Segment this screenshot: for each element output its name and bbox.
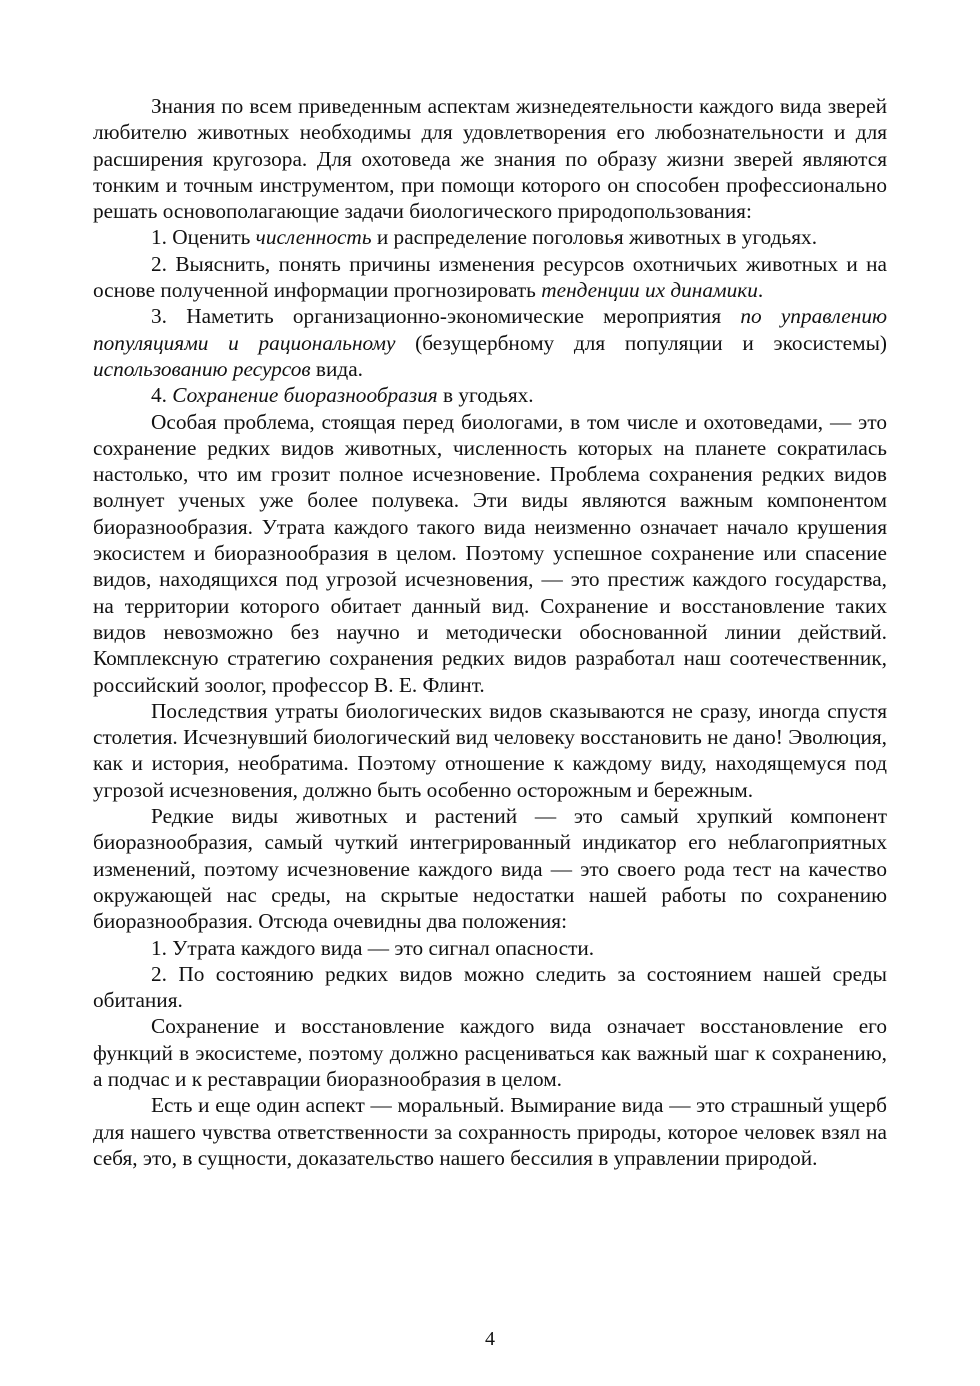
page-number: 4 — [485, 1328, 495, 1350]
emphasis: по управлению популяциями и рациональному — [93, 304, 887, 355]
task-item-1: 1. Оценить численность и распределение поголовья животных в угодьях. — [151, 225, 818, 250]
emphasis: тенденции их динамики — [541, 278, 758, 303]
page-body — [93, 93, 887, 1171]
rare-species-paragraph: Особая проблема, стоящая перед биологами, в том числе и охотоведами, — это сохранение редких видов животных, численность которых на планете сократилась настолько, что им грозит полное исчезновение. Проблема сохранения редких видов волнует ученых уже более полувека. Эти виды являются важным компонентом биоразнообразия. Утрата каждого такого вида неизменно означает начало крушения экосистем и биоразнообразия в целом. Поэтому успешное сохранение или спасение видов, находящихся под угрозой исчезновения, — это престиж каждого государства, на территории которого обитает данный вид. Сохранение и восстановление таких видов невозможно без научно и методически обоснованной линии действий. Комплексную стратегию сохранения редких видов разработал наш соотечественник, российский зоолог, профессор В. Е. Флинт. — [93, 409, 887, 697]
restoration-paragraph: Сохранение и восстановление каждого вида означает восстановление его функций в экосистеме, поэтому должно расцениваться как важный шаг к сохранению, а подчас и к реставрации биоразнообразия в целом. — [93, 1014, 887, 1091]
intro-paragraph: Знания по всем приведенным аспектам жизнедеятельности каждого вида зверей любителю животных необходимы для удовлетворения его любознательности и для расширения кругозора. Для охотоведа же знания по образу жизни зверей являются тонким и точным инструментом, при помощи которого он способен профессионально решать основополагающие задачи биологического природопользования: — [93, 94, 887, 224]
position-item-1: 1. Утрата каждого вида — это сигнал опасности. — [151, 935, 595, 960]
position-item-2: 2. По состоянию редких видов можно следить за состоянием нашей среды обитания. — [93, 961, 887, 1013]
emphasis: Сохранение биоразнообразия — [172, 383, 438, 408]
task-item-3: 3. Наметить организационно-экономические мероприятия по управлению популяциями и рациональному (безущербному для популяции и экосистемы) использованию ресурсов вида. — [93, 304, 887, 381]
moral-aspect-paragraph: Есть и еще один аспект — моральный. Вымирание вида — это страшный ущерб для нашего чувства ответственности за сохранность природы, которое человек взял на себя, это, в сущности, доказательство нашего бессилия в управлении природой. — [93, 1093, 887, 1170]
task-item-4: 4. Сохранение биоразнообразия в угодьях. — [151, 383, 534, 408]
emphasis: численность — [255, 225, 372, 250]
indicator-paragraph: Редкие виды животных и растений — это самый хрупкий компонент биоразнообразия, самый чуткий интегрированный индикатор его неблагоприятных изменений, поэтому исчезновение каждого вида — это своего рода тест на качество окружающей нас среды, на скрытые недостатки нашей работы по сохранению биоразнообразия. Отсюда очевидны два положения: — [93, 804, 887, 934]
emphasis: использованию ресурсов — [93, 356, 311, 381]
task-item-2: 2. Выяснить, понять причины изменения ресурсов охотничьих животных и на основе полученной информации прогнозировать тенденции их динамики. — [93, 251, 887, 303]
consequences-paragraph: Последствия утраты биологических видов сказываются не сразу, иногда спустя столетия. Исчезнувший биологический вид человеку восстановить не дано! Эволюция, как и история, необратима. Поэтому отношение к каждому виду, находящемуся под угрозой исчезновения, должно быть особенно осторожным и бережным. — [93, 698, 887, 802]
